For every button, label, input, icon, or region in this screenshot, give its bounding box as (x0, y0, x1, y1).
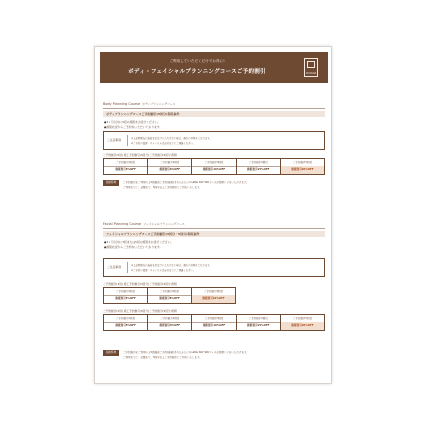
body-section-rule (103, 108, 325, 109)
cell-bottom: 施術割引10%OFF (192, 295, 235, 303)
table-cell (237, 315, 281, 330)
facial-table5-caption: ご予約割引(5回) 施工予約割引(5回分)ご予約割引(5回分)利用 (103, 309, 178, 313)
header-subtitle: ご利用していただくだけでお得に! (169, 59, 225, 63)
table-cell (192, 315, 236, 330)
extra-line: ご利用までに、全額まで、5回分以上ご予約割引にご対応いたします。 (123, 356, 202, 359)
table-cell (148, 159, 192, 174)
body-section-heading (103, 102, 175, 106)
cell-bottom: 施術割引10%OFF (202, 168, 226, 171)
brand-logo (304, 58, 318, 77)
facial-condition-text: フェイシャルプランニングコースご予約割引(3回分・5回分)利用条件 (106, 232, 200, 237)
extra-tag: 追加特典 (103, 350, 119, 356)
facial-heading-en: Facial Planning Course (103, 222, 142, 226)
cell-top: ご予約割引4回目 (237, 159, 280, 167)
cell-top: ご予約割引1回目 (104, 159, 147, 167)
table-cell (237, 159, 281, 174)
cell-bottom: 施術割引20%OFF (281, 322, 324, 330)
cell-bottom: 施術割引8%OFF (159, 168, 181, 171)
body-note-label: ご注意事項 (107, 138, 121, 142)
body-condition-bar (103, 111, 325, 117)
table-cell (148, 288, 192, 303)
cell-top: ご予約割引5回目 (281, 315, 324, 323)
facial-note-line: ①上記期間内に施術をお受けいただけない場合、割引の対象外となります。 (131, 264, 212, 267)
flyer-page (94, 46, 332, 384)
cell-top: ご予約割引3回目 (192, 159, 235, 167)
facial-note-line: ②ご予約の変更・キャンセルは前日までにご連絡ください。 (131, 269, 196, 272)
table-cell (148, 315, 192, 330)
divider (127, 262, 128, 273)
body-discount-table (103, 158, 325, 175)
facial-heading-jp: フェイシャルプランニングコース (143, 222, 185, 226)
body-note-box (103, 131, 325, 150)
facial-note-box (103, 258, 325, 277)
divider (127, 135, 128, 146)
facial-discount-table-3 (103, 287, 236, 304)
facial-section-rule (103, 228, 325, 229)
cell-top: ご予約割引3回目 (192, 288, 235, 296)
header-banner (100, 52, 328, 83)
cell-top: ご予約割引3回目 (192, 315, 235, 323)
facial-bullet: ●施術状況からご予約をいただいております。 (104, 245, 163, 249)
cell-top: ご予約割引5回目 (281, 159, 324, 167)
table-cell (104, 159, 148, 174)
body-heading-jp: ボディプランニングコース (142, 102, 176, 106)
cell-top: ご予約割引2回目 (148, 315, 191, 323)
body-note-line: ①上記期間内に施術をお受けいただけない場合、割引の対象外となります。 (131, 137, 212, 140)
cell-bottom: 施術割引5%OFF (115, 324, 136, 327)
body-table-caption: ご予約割引(5回) 施工予約割引(5回分)ご予約割引(5回分)利用 (103, 153, 178, 157)
cell-top: ご予約割引2回目 (148, 159, 191, 167)
facial-extra-benefit (103, 350, 325, 362)
body-bullet: ●3ヶ月以内に5回の施術をお受けください。 (104, 120, 161, 124)
facial-note-label: ご注意事項 (107, 265, 121, 269)
cell-top: ご予約割引1回目 (104, 315, 147, 323)
body-condition-text: ボディプランニングコースご予約割引(5回分)利用条件 (106, 112, 180, 117)
table-cell (104, 315, 148, 330)
cell-bottom: 施術割引8%OFF (159, 297, 180, 300)
extra-line: ご予約割引をご利用の上5回施術ご予約(施術)されたかたにcinaMa DAY SPAブースが長期トリをいただけます。 (123, 181, 249, 184)
body-note-line: ②ご予約の変更・キャンセルは前日までにご連絡ください。 (131, 142, 196, 145)
facial-condition-bar (103, 231, 325, 237)
cell-top: ご予約割引4回目 (237, 315, 280, 323)
extra-line: ご予約割引をご利用の上5回施術ご予約(施術)されたかたにcinaMa DAY SPAブースが長期トリをいただけます。 (123, 351, 249, 354)
table-cell (104, 288, 148, 303)
cell-bottom: 施術割引10%OFF (202, 324, 226, 327)
table-cell (192, 288, 235, 303)
facial-bullet: ●3ヶ月以内に3回または5回の施術をお受けください。 (104, 240, 174, 244)
extra-line: ご利用までに、全額まで、5回分以上ご予約割引にご対応いたします。 (123, 186, 202, 189)
body-heading-en: Body Planning Course (103, 102, 141, 106)
logo-mark-icon (307, 61, 315, 68)
body-bullet: ●施術状況からご予約をいただいております。 (104, 125, 163, 129)
cell-bottom: 施術割引5%OFF (115, 297, 136, 300)
table-cell (281, 159, 324, 174)
cell-bottom: 施術割引8%OFF (159, 324, 181, 327)
facial-discount-table-5 (103, 314, 325, 331)
header-title: ボディ・フェイシャルプランニングコースご予約割引 (128, 69, 266, 75)
facial-table3-caption: ご予約割引(3回) 施工予約割引(3回分)ご予約割引(3回分)利用 (103, 282, 178, 286)
logo-text: CIVIANA (305, 72, 317, 75)
cell-bottom: 施術割引20%OFF (281, 166, 324, 174)
extra-tag: 追加特典 (103, 180, 119, 186)
cell-top: ご予約割引1回目 (104, 288, 147, 296)
cell-bottom: 施術割引15%OFF (247, 324, 270, 327)
body-extra-benefit (103, 180, 325, 192)
table-cell (192, 159, 236, 174)
cell-bottom: 施術割引15%OFF (247, 168, 270, 171)
cell-top: ご予約割引2回目 (148, 288, 191, 296)
cell-bottom: 施術割引5%OFF (115, 168, 136, 171)
facial-section-heading (103, 222, 185, 226)
table-cell (281, 315, 324, 330)
